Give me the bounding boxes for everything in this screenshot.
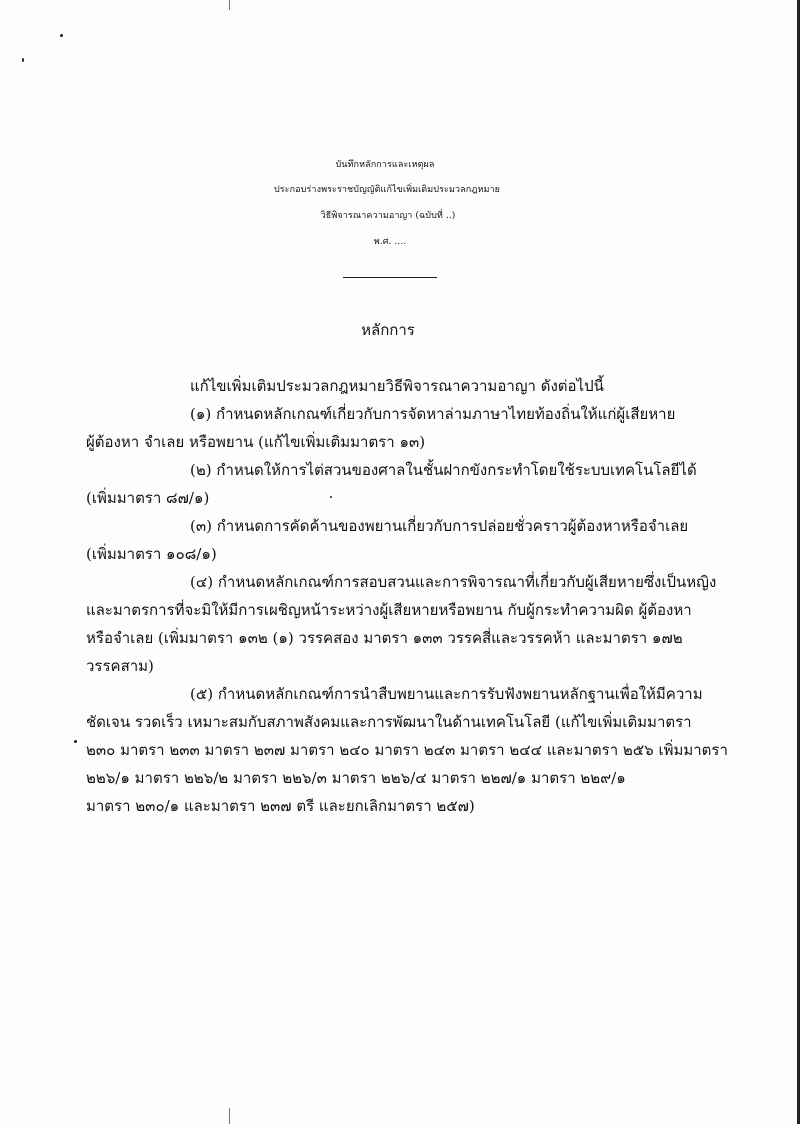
body-line: ๒๒๖/๑ มาตรา ๒๒๖/๒ มาตรา ๒๒๖/๓ มาตรา ๒๒๖/๔ มาตรา ๒๒๗/๑ มาตรา ๒๒๙/๑: [86, 769, 626, 787]
section-title: หลักการ: [361, 321, 415, 339]
memo-title: บันทึกหลักการและเหตุผล: [335, 160, 435, 170]
body-line: (๔) กำหนดหลักเกณฑ์การสอบสวนและการพิจารณาที่เกี่ยวกับผู้เสียหายซึ่งเป็นหญิง: [190, 573, 717, 591]
body-line: (๒) กำหนดให้การไต่สวนของศาลในชั้นฝากขังกระทำโดยใช้ระบบเทคโนโลยีได้: [190, 461, 697, 479]
scan-speck: [60, 34, 63, 37]
scan-mark: [229, 1108, 230, 1124]
bill-title: ประกอบร่างพระราชบัญญัติแก้ไขเพิ่มเติมประมวลกฎหมาย: [273, 185, 501, 195]
body-line: (๓) กำหนดการคัดค้านของพยานเกี่ยวกับการปล่อยชั่วคราวผู้ต้องหาหรือจำเลย: [190, 517, 689, 535]
bill-year: พ.ศ. ....: [373, 237, 407, 247]
scan-mark: [229, 0, 230, 10]
body-line: (๕) กำหนดหลักเกณฑ์การนำสืบพยานและการรับฟังพยานหลักฐานเพื่อให้มีความ: [190, 685, 703, 703]
body-line: ชัดเจน รวดเร็ว เหมาะสมกับสภาพสังคมและการพัฒนาในด้านเทคโนโลยี (แก้ไขเพิ่มเติมมาตรา: [86, 713, 692, 731]
body-intro: แก้ไขเพิ่มเติมประมวลกฎหมายวิธีพิจารณาความอาญา ดังต่อไปนี้: [190, 377, 604, 395]
body-line: ๒๓๐ มาตรา ๒๓๓ มาตรา ๒๓๗ มาตรา ๒๔๐ มาตรา ๒๔๓ มาตรา ๒๔๔ และมาตรา ๒๕๖ เพิ่มมาตรา: [86, 741, 728, 759]
body-line: และมาตรการที่จะมิให้มีการเผชิญหน้าระหว่างผู้เสียหายหรือพยาน กับผู้กระทำความผิด ผู้ต้องหา: [86, 601, 692, 619]
body-line: วรรคสาม): [86, 657, 154, 675]
body-line: หรือจำเลย (เพิ่มมาตรา ๑๓๒ (๑) วรรคสอง มาตรา ๑๓๓ วรรคสี่และวรรคห้า และมาตรา ๑๗๒: [86, 629, 683, 647]
bill-title-continued: วิธีพิจารณาความอาญา (ฉบับที่ ..): [320, 211, 456, 221]
scan-speck: [330, 496, 332, 498]
body-line: (เพิ่มมาตรา ๘๗/๑): [86, 489, 210, 507]
title-divider: [343, 277, 437, 278]
body-line: ผู้ต้องหา จำเลย หรือพยาน (แก้ไขเพิ่มเติมมาตรา ๑๓): [86, 433, 426, 451]
scan-speck: [74, 740, 77, 743]
body-line: มาตรา ๒๓๐/๑ และมาตรา ๒๓๗ ตรี และยกเลิกมาตรา ๒๕๗): [86, 797, 475, 815]
body-line: (๑) กำหนดหลักเกณฑ์เกี่ยวกับการจัดหาล่ามภาษาไทยท้องถิ่นให้แก่ผู้เสียหาย: [190, 405, 676, 423]
scan-speck: [22, 58, 24, 62]
body-line: (เพิ่มมาตรา ๑๐๘/๑): [86, 545, 217, 563]
